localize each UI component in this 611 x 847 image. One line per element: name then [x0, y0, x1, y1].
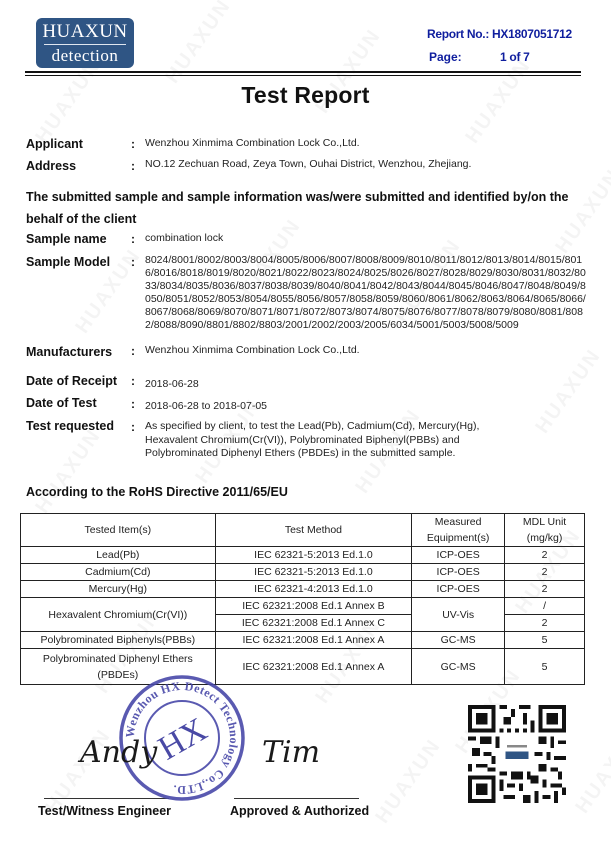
sample-model-colon: : — [131, 255, 135, 269]
cell-mdl: 2 — [505, 564, 585, 581]
cell-equipment: ICP-OES — [412, 581, 505, 598]
date-of-test-label: Date of Test — [26, 396, 97, 410]
cell-mdl: 2 — [505, 547, 585, 564]
logo-line2: detection — [51, 46, 119, 65]
manufacturers-colon: : — [131, 344, 135, 358]
page-number: 1 of 7 — [500, 50, 530, 64]
cell-method: IEC 62321:2008 Ed.1 Annex A — [215, 649, 412, 685]
cell-method: IEC 62321-5:2013 Ed.1.0 — [215, 564, 412, 581]
cell-method: IEC 62321:2008 Ed.1 Annex A — [215, 632, 412, 649]
cell-item: Mercury(Hg) — [21, 581, 216, 598]
table-row — [21, 649, 585, 685]
approver-signature-line — [234, 798, 359, 799]
cell-item: Cadmium(Cd) — [21, 564, 216, 581]
test-requested-value: As specified by client, to test the Lead(Pb), Cadmium(Cd), Mercury(Hg), Hexavalent Chromium(Cr(VI)), Polybrominated Biphenyl(PBBs) and Polybrominated Diphenyl Ethers (PBDEs) in the submitted sample. — [145, 420, 480, 459]
huaxun-logo — [36, 18, 134, 68]
applicant-label: Applicant — [26, 137, 83, 151]
test-requested-label: Test requested — [26, 419, 114, 433]
results-table — [20, 513, 585, 685]
address-label: Address — [26, 159, 77, 173]
header-measured-equipment: Measured Equipment(s) — [412, 514, 505, 547]
header-divider — [25, 71, 581, 76]
address-colon: : — [131, 159, 135, 173]
cell-mdl: 5 — [505, 632, 585, 649]
page-label: Page: — [429, 50, 462, 64]
date-of-receipt-value: 2018-06-28 — [145, 378, 199, 390]
date-of-receipt-colon: : — [131, 374, 135, 388]
cell-equipment: ICP-OES — [412, 564, 505, 581]
logo-line1: HUAXUN — [42, 21, 128, 42]
test-requested-colon: : — [131, 420, 135, 434]
address-value: NO.12 Zechuan Road, Zeya Town, Ouhai District, Wenzhou, Zhejiang. — [145, 158, 472, 170]
cell-mdl: 2 — [505, 581, 585, 598]
cell-equipment: UV-Vis — [412, 598, 505, 632]
sample-name-colon: : — [131, 232, 135, 246]
cell-method: IEC 62321:2008 Ed.1 Annex B — [215, 598, 412, 615]
engineer-caption: Test/Witness Engineer — [38, 804, 172, 818]
rohs-heading: According to the RoHS Directive 2011/65/EU — [26, 485, 288, 499]
table-row — [21, 632, 585, 649]
logo-divider — [44, 44, 126, 45]
applicant-value: Wenzhou Xinmima Combination Lock Co.,Ltd. — [145, 137, 360, 149]
table-row — [21, 564, 585, 581]
approver-signature: Tim — [262, 735, 321, 770]
table-row — [21, 547, 585, 564]
header-mdl-unit: MDL Unit (mg/kg) — [505, 514, 585, 547]
manufacturers-value: Wenzhou Xinmima Combination Lock Co.,Ltd. — [145, 344, 360, 356]
cell-item: Polybrominated Diphenyl Ethers (PBDEs) — [21, 649, 216, 685]
cell-item: Lead(Pb) — [21, 547, 216, 564]
sample-model-label: Sample Model — [26, 255, 111, 269]
cell-method: IEC 62321-4:2013 Ed.1.0 — [215, 581, 412, 598]
date-of-receipt-label: Date of Receipt — [26, 374, 117, 388]
svg-text:HX: HX — [152, 711, 214, 768]
submission-statement: The submitted sample and sample information was/were submitted and identified by/on the behalf of the client — [26, 190, 569, 226]
manufacturers-label: Manufacturers — [26, 345, 113, 359]
cell-equipment: GC-MS — [412, 649, 505, 685]
cell-mdl: / — [505, 598, 585, 615]
svg-text:Wenzhou HX Detect Technology C: Wenzhou HX Detect Technology Co.,LTD. — [122, 678, 242, 798]
date-of-test-value: 2018-06-28 to 2018-07-05 — [145, 400, 268, 412]
cell-equipment: GC-MS — [412, 632, 505, 649]
cell-equipment: ICP-OES — [412, 547, 505, 564]
cell-mdl: 5 — [505, 649, 585, 685]
approver-caption: Approved & Authorized — [230, 804, 370, 818]
engineer-signature: Andy — [80, 735, 158, 770]
header-test-method: Test Method — [215, 514, 412, 547]
table-row — [21, 598, 585, 615]
sample-model-value: 8024/8001/8002/8003/8004/8005/8006/8007/8008/8009/8010/8011/8012/8013/8014/8015/8016/8016/8018/8019/8020/8021/8022/8023/8024/8025/8026/8027/8028/8029/8030/8031/8032/8033/8034/8035/8036/8037/8038/8039/8040/8041/8042/8043/8044/8045/8046/8047/8048/8049/8050/8051/8052/8053/8054/8055/8056/8057/8058/8059/8060/8061/8062/8063/8064/8065/8066/8067/8068/8069/8070/8071/8071/8072/8073/8074/8075/8076/8077/8078/8079/8080/8081/8082/8088/8090/8801/8802/8803/2001/2002/2003/2005/6034/5001/5003/5008/5009 — [145, 254, 586, 331]
report-number: Report No.: HX1807051712 — [427, 27, 572, 41]
cell-method: IEC 62321:2008 Ed.1 Annex C — [215, 615, 412, 632]
page-title: Test Report — [241, 82, 370, 108]
sample-name-value: combination lock — [145, 232, 224, 244]
cell-item: Polybrominated Biphenyls(PBBs) — [21, 632, 216, 649]
cell-mdl: 2 — [505, 615, 585, 632]
qr-code-icon — [468, 705, 566, 803]
table-row — [21, 581, 585, 598]
cell-item: Hexavalent Chromium(Cr(VI)) — [21, 598, 216, 632]
sample-name-label: Sample name — [26, 232, 107, 246]
table-header-row — [21, 514, 585, 547]
date-of-test-colon: : — [131, 397, 135, 411]
cell-method: IEC 62321-5:2013 Ed.1.0 — [215, 547, 412, 564]
header-tested-items: Tested Item(s) — [21, 514, 216, 547]
applicant-colon: : — [131, 137, 135, 151]
